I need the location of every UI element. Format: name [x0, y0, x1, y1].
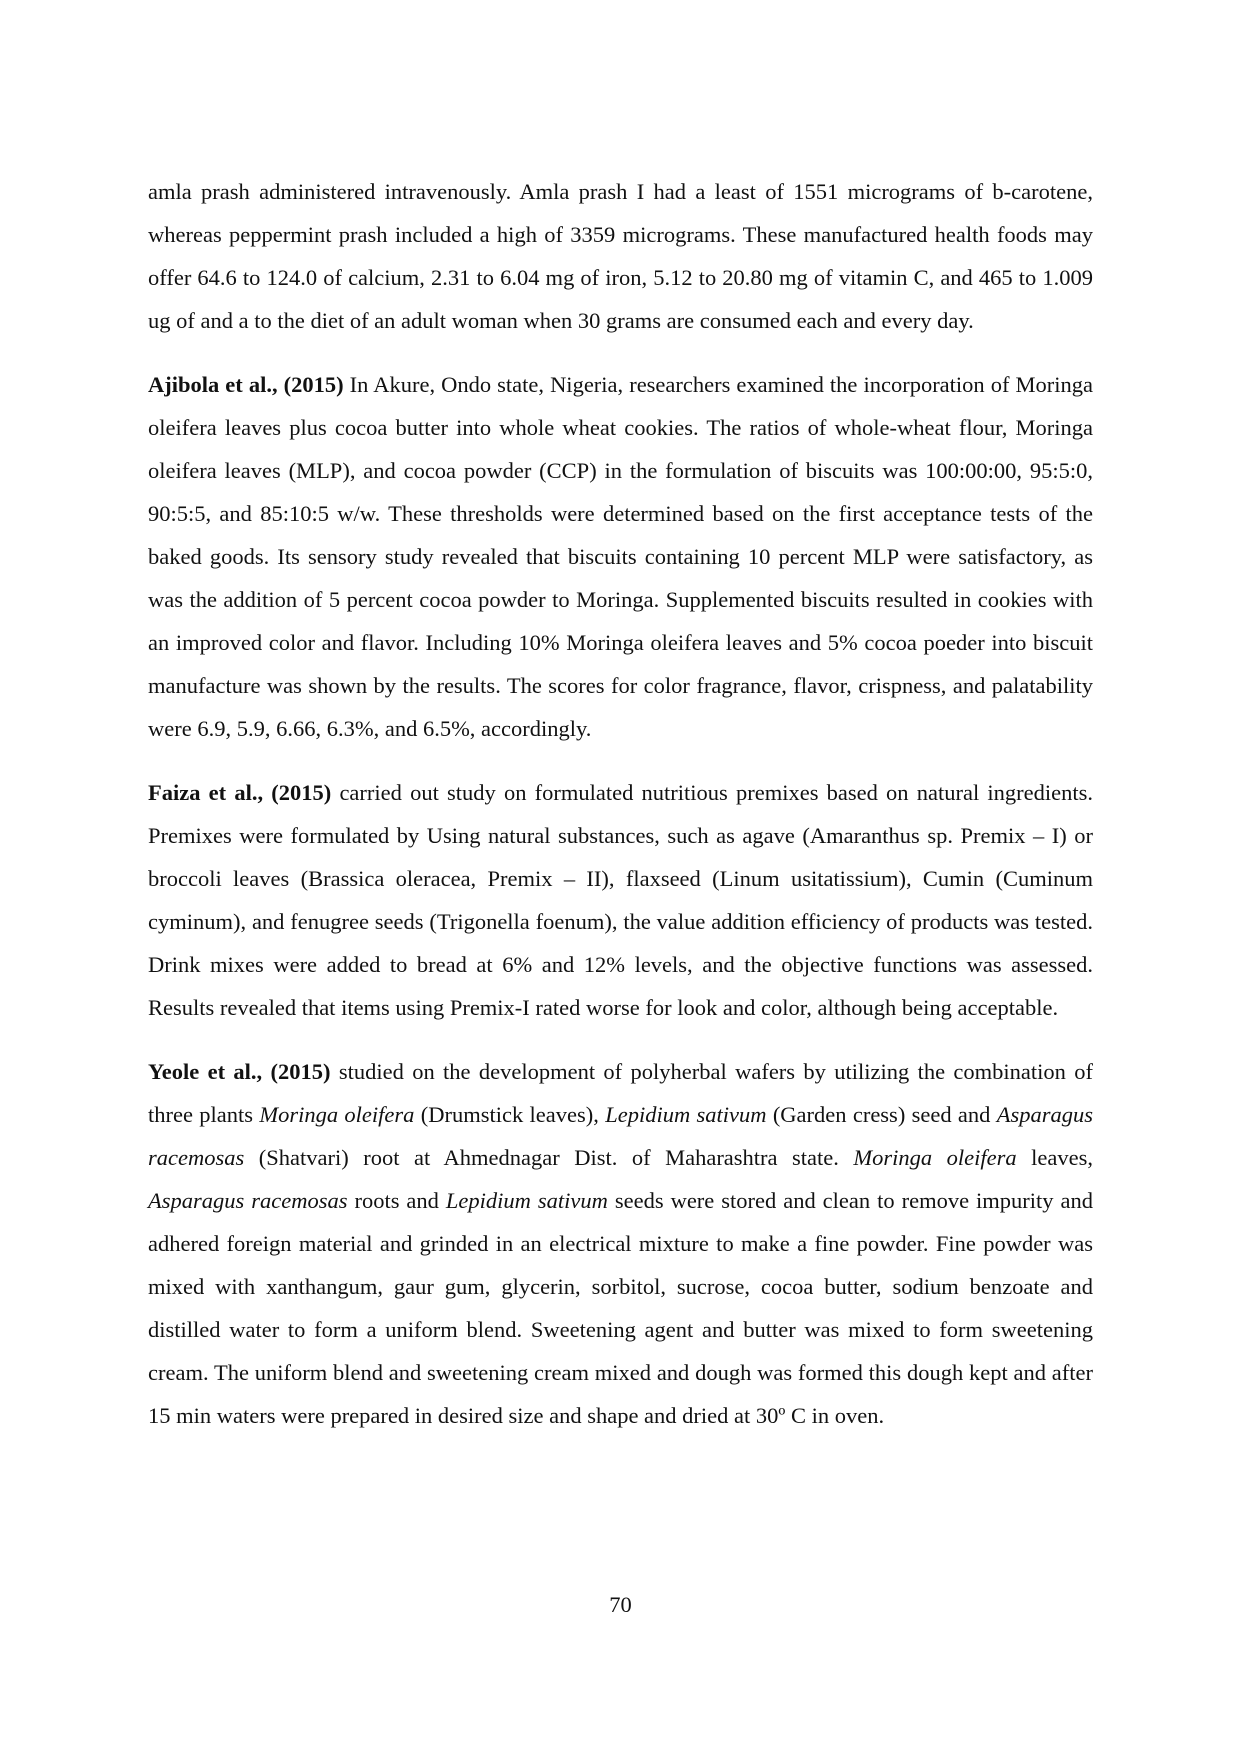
paragraph-text: (Shatvari) root at Ahmednagar Dist. of Maharashtra state.: [244, 1145, 854, 1170]
paragraph-text: seeds were stored and clean to remove impurity and adhered foreign material and grinded in an electrical mixture to make a fine powder. Fine powder was mixed with xanthangum, gaur gum, glycerin, sorbitol, sucrose, cocoa butter, sodium benzoate and distilled water to form a uniform blend. Sweetening agent and butter was mixed to form sweetening cream. The uniform blend and sweetening cream mixed and dough was formed this dough kept and after 15 min waters were prepared in desired size and shape and dried at 30º C in oven.: [148, 1188, 1093, 1428]
species-name: Moringa oleifera: [853, 1145, 1017, 1170]
paragraph-yeole: [148, 1050, 1093, 1437]
paragraph-faiza: [148, 771, 1093, 1029]
body-text: [148, 170, 1093, 1437]
page-number: 70: [609, 1592, 632, 1617]
paragraph-text: carried out study on formulated nutritious premixes based on natural ingredients. Premixes were formulated by Using natural substances, such as agave (Amaranthus sp. Premix – I) or broccoli leaves (Brassica oleracea, Premix – II), flaxseed (Linum usitatissium), Cumin (Cuminum cyminum), and fenugree seeds (Trigonella foenum), the value addition efficiency of products was tested. Drink mixes were added to bread at 6% and 12% levels, and the objective functions was assessed. Results revealed that items using Premix-I rated worse for look and color, although being acceptable.: [148, 780, 1093, 1020]
citation-faiza: Faiza et al., (2015): [148, 780, 332, 805]
species-name: Asparagus racemosas: [148, 1188, 348, 1213]
species-name: Lepidium sativum: [605, 1102, 767, 1127]
paragraph-text: (Garden cress) seed and: [766, 1102, 997, 1127]
species-name: Lepidium sativum: [445, 1188, 608, 1213]
citation-ajibola: Ajibola et al., (2015): [148, 372, 344, 397]
citation-yeole: Yeole et al., (2015): [148, 1059, 331, 1084]
species-name: Moringa oleifera: [259, 1102, 415, 1127]
paragraph-text: roots and: [347, 1188, 446, 1213]
paragraph-text: studied on the development of polyherbal wafers by utilizing the combination of three plants: [148, 1059, 1093, 1127]
paragraph-text: leaves,: [1016, 1145, 1094, 1170]
paragraph-text: amla prash administered intravenously. Amla prash I had a least of 1551 micrograms of b-carotene, whereas peppermint prash included a high of 3359 micrograms. These manufactured health foods may offer 64.6 to 124.0 of calcium, 2.31 to 6.04 mg of iron, 5.12 to 20.80 mg of vitamin C, and 465 to 1.009 ug of and a to the diet of an adult woman when 30 grams are consumed each and every day.: [148, 179, 1093, 333]
paragraph-text: (Drumstick leaves),: [414, 1102, 606, 1127]
paragraph-amla-prash: [148, 170, 1093, 342]
paragraph-text: In Akure, Ondo state, Nigeria, researchers examined the incorporation of Moringa oleifera leaves plus cocoa butter into whole wheat cookies. The ratios of whole-wheat flour, Moringa oleifera leaves (MLP), and cocoa powder (CCP) in the formulation of biscuits was 100:00:00, 95:5:0, 90:5:5, and 85:10:5 w/w. These thresholds were determined based on the first acceptance tests of the baked goods. Its sensory study revealed that biscuits containing 10 percent MLP were satisfactory, as was the addition of 5 percent cocoa powder to Moringa. Supplemented biscuits resulted in cookies with an improved color and flavor. Including 10% Moringa oleifera leaves and 5% cocoa poeder into biscuit manufacture was shown by the results. The scores for color fragrance, flavor, crispness, and palatability were 6.9, 5.9, 6.66, 6.3%, and 6.5%, accordingly.: [148, 372, 1093, 741]
paragraph-ajibola: [148, 363, 1093, 750]
species-name: Asparagus racemosas: [148, 1102, 1093, 1170]
